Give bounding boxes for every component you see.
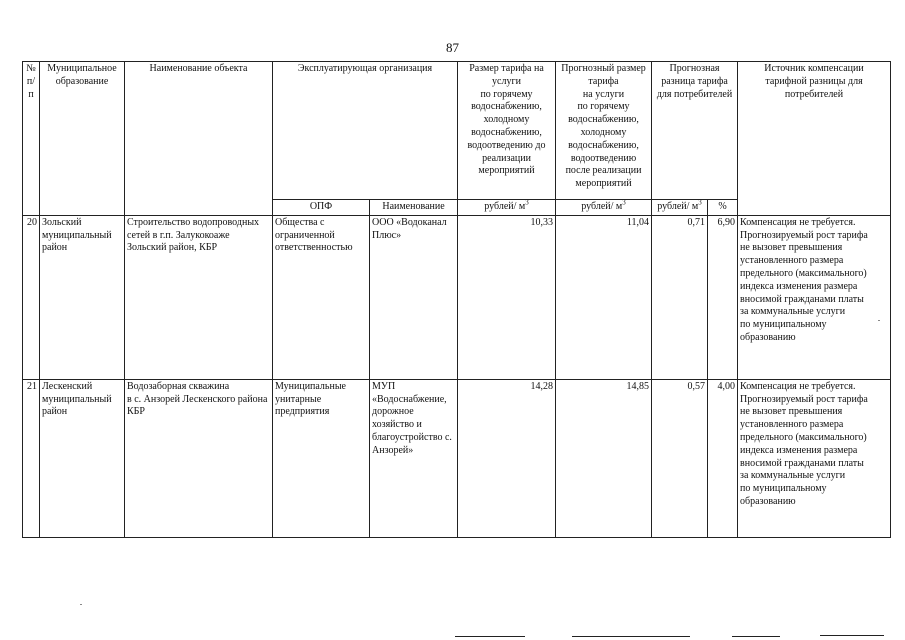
text-line: индекса изменения размера [740,280,858,292]
text-line: вносимой гражданами платы [740,457,864,469]
text-line: образованию [740,331,796,343]
row-opf [273,379,370,537]
text-line: Строительство водопроводных [127,216,260,228]
header-tariff-before [458,62,556,200]
header-municipality [40,62,125,216]
scan-speck [878,320,880,321]
text-line: предельного (максимального) [740,431,867,443]
text-line: водоотведению до [467,139,546,151]
unit-text: рублей/ м [484,201,526,212]
unit-difference-rub [652,200,708,216]
row-object [125,379,273,537]
text-line: благоустройство с. [372,431,452,443]
text-line: Муниципальные [275,380,346,392]
text-line: ограниченной [275,229,335,241]
text-line: «Водоснабжение, [372,393,447,405]
row-num: 20 [23,215,40,379]
unit-superscript: 3 [525,199,529,207]
text-line: по горячему [577,101,630,113]
text-line: индекса изменения размера [740,444,858,456]
page-number: 87 [446,40,459,55]
header-tariff-after [556,62,652,200]
row-tariff-after: 14,85 [556,379,652,537]
text-line: за коммунальные услуги [740,470,846,482]
text-line: мероприятий [478,165,535,177]
unit-tariff-after [556,200,652,216]
scan-footer-line [732,636,780,637]
text-line: по муниципальному [740,483,827,495]
row-municipality [40,215,125,379]
text-line: унитарные [275,393,322,405]
text-line: водоотведению [570,152,637,164]
unit-difference-pct: % [708,200,738,216]
text-line: образование [55,75,109,87]
header-operator: Эксплуатирующая организация [273,62,458,200]
header-row [23,62,891,200]
row-opf [273,215,370,379]
row-tariff-before: 10,33 [458,215,556,379]
text-line: МУП [372,380,396,392]
text-line: холодному [580,126,627,138]
scan-footer-line [572,636,690,637]
scan-footer-line [455,636,525,637]
text-line: за коммунальные услуги [740,306,846,318]
text-line: водоснабжению, [471,126,542,138]
text-line: Компенсация не требуется. [740,380,856,392]
unit-tariff-before [458,200,556,216]
text-line: муниципальный [42,229,112,241]
row-diff-rub: 0,71 [652,215,708,379]
text-line: Размер тарифа на [469,63,544,74]
unit-superscript: 3 [698,199,702,207]
text-line: Прогнозная [669,63,720,74]
text-line: потребителей [784,88,844,100]
text-line: предприятия [275,406,330,418]
text-line: Зольский район, КБР [127,242,218,254]
text-line: холодному [483,114,530,126]
text-line: Лескенский [42,380,93,392]
text-line: не вызовет превышения [740,406,843,418]
table-row [23,215,891,379]
text-line: п/п [26,75,36,100]
text-line: Водозаборная скважина [127,380,230,392]
text-line: ответственностью [275,242,353,254]
text-line: Прогнозный размер [561,63,646,74]
row-source [738,379,891,537]
text-line: район [42,242,68,254]
text-line: Плюс» [372,229,402,241]
text-line: водоснабжению, [471,101,542,113]
text-line: разница тарифа [661,75,728,87]
header-difference [652,62,738,200]
text-line: Прогнозируемый рост тарифа [740,393,868,405]
text-line: Общества с [275,216,325,228]
text-line: предельного (максимального) [740,267,867,279]
text-line: в с. Анзорей Лескенского района [127,393,268,405]
text-line: тарифной разницы для [765,75,863,87]
text-line: тарифа [588,75,619,87]
text-line: Источник компенсации [764,63,864,74]
row-source [738,215,891,379]
text-line: реализации [482,152,531,164]
scan-speck [80,604,82,605]
scan-footer-line [820,635,884,636]
text-line: КБР [127,406,145,418]
table-row [23,379,891,537]
text-line: ООО «Водоканал [372,216,447,228]
text-line: по муниципальному [740,319,827,331]
text-line: хозяйство и [372,419,422,431]
text-line: сетей в г.п. Залукокоаже [127,229,230,241]
unit-text: рублей/ м [581,201,623,212]
text-line: дорожное [372,406,414,418]
text-line: Зольский [42,216,82,228]
row-num: 21 [23,379,40,537]
row-object [125,215,273,379]
text-line: Компенсация не требуется. [740,216,856,228]
text-line: на услуги [582,88,625,100]
tariff-table [22,61,891,538]
row-diff-pct: 6,90 [708,215,738,379]
header-object-name: Наименование объекта [125,62,273,216]
row-diff-rub: 0,57 [652,379,708,537]
row-org-name [370,215,458,379]
header-num [23,62,40,216]
text-line: Муниципальное [47,63,117,74]
text-line: установленного размера [740,255,844,267]
row-municipality [40,379,125,537]
row-org-name [370,379,458,537]
unit-superscript: 3 [622,199,626,207]
row-tariff-after: 11,04 [556,215,652,379]
text-line: водоснабжению, [568,114,639,126]
row-diff-pct: 4,00 [708,379,738,537]
text-line: по горячему [480,88,533,100]
text-line: муниципальный [42,393,112,405]
text-line: мероприятий [575,178,632,190]
header-org-name: Наименование [370,200,458,216]
text-line: район [42,406,68,418]
text-line: № [26,63,36,74]
text-line: водоснабжению, [568,139,639,151]
text-line: Анзорей» [372,444,414,456]
text-line: установленного размера [740,419,844,431]
text-line: образованию [740,495,796,507]
text-line: вносимой гражданами платы [740,293,864,305]
text-line: Прогнозируемый рост тарифа [740,229,868,241]
unit-text: рублей/ м [657,201,699,212]
text-line: для потребителей [656,88,733,100]
text-line: после реализации [565,165,642,177]
header-opf: ОПФ [273,200,370,216]
text-line: услуги [492,75,521,87]
text-line: не вызовет превышения [740,242,843,254]
row-tariff-before: 14,28 [458,379,556,537]
header-source [738,62,891,216]
